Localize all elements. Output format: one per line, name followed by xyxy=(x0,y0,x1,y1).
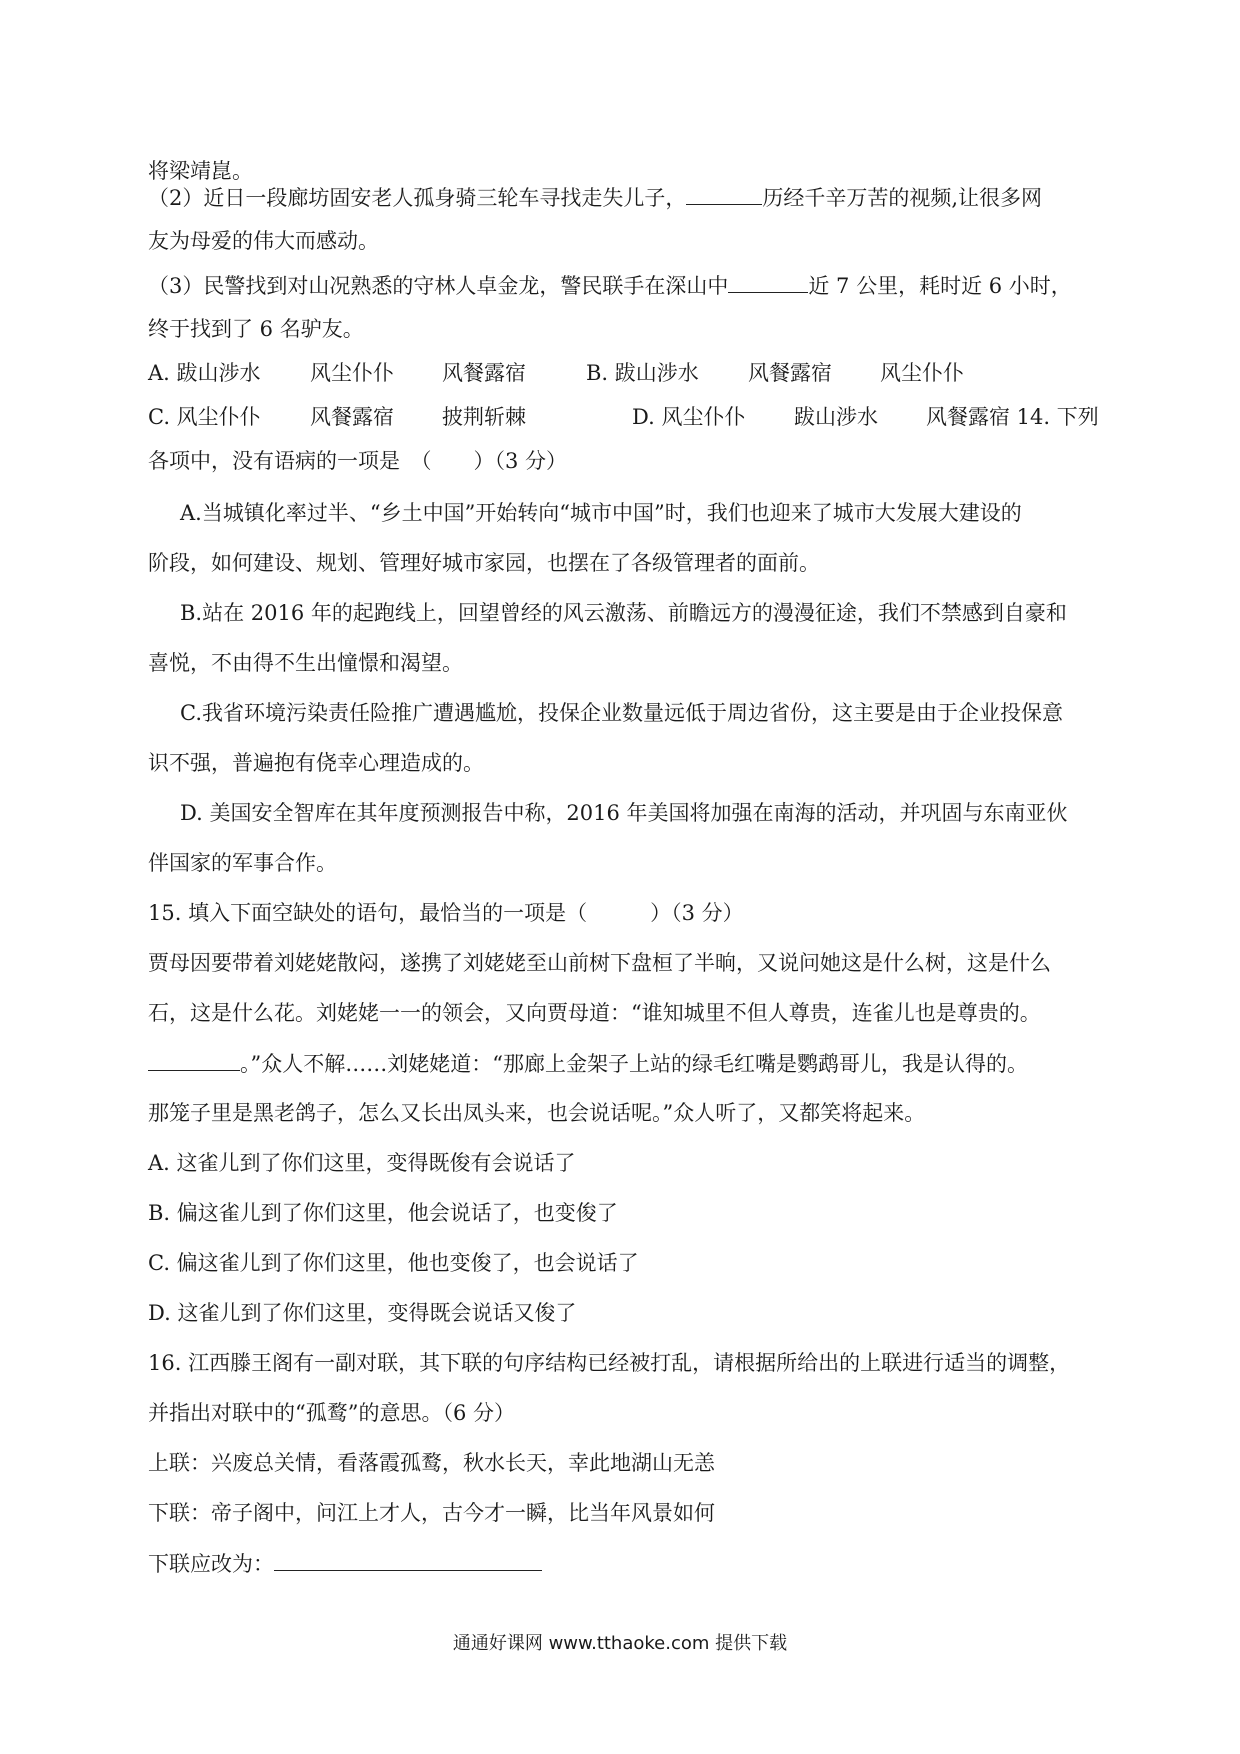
q15-passage-line: 石，这是什么花。刘姥姥一一的领会，又向贾母道：“谁知城里不但人尊贵，连雀儿也是尊贵的。 xyxy=(148,1001,1041,1025)
q15-passage-line: 贾母因要带着刘姥姥散闷，遂携了刘姥姥至山前树下盘桓了半晌，又说问她这是什么树，这是什么 xyxy=(148,951,1051,975)
q14-option-b: B.站在 2016 年的起跑线上，回望曾经的风云激荡、前瞻远方的漫漫征途，我们不禁感到自豪和 xyxy=(180,601,1067,625)
answer-blank[interactable] xyxy=(686,182,762,205)
q13-item-3 xyxy=(148,270,1098,301)
q13-option-c-1: C. 风尘仆仆 xyxy=(148,405,261,429)
continued-text: 将梁靖崑。 xyxy=(148,159,253,183)
q15-option-d: D. 这雀儿到了你们这里，变得既会说话又俊了 xyxy=(148,1301,577,1325)
q13-option-a-1: A. 跋山涉水 xyxy=(148,361,261,385)
q16-answer-line xyxy=(148,1548,1098,1579)
answer-blank[interactable] xyxy=(728,270,808,293)
answer-blank[interactable] xyxy=(274,1548,542,1571)
answer-blank[interactable] xyxy=(148,1048,240,1071)
q14-option-c: C.我省环境污染责任险推广遭遇尴尬，投保企业数量远低于周边省份，这主要是由于企业投保意 xyxy=(180,701,1063,725)
q13-item-2-text-end: 历经千辛万苦的视频,让很多网 xyxy=(762,186,1043,210)
q14-option-c-cont: 识不强，普遍抱有侥幸心理造成的。 xyxy=(148,751,484,775)
q15-passage-text: 。”众人不解……刘姥姥道：“那廊上金架子上站的绿毛红嘴是鹦鹉哥儿，我是认得的。 xyxy=(240,1052,1028,1076)
q16-stem-cont: 并指出对联中的“孤鹜”的意思。（6 分） xyxy=(148,1401,516,1425)
page-footer: 通通好课网 www.tthaoke.com 提供下载 xyxy=(452,1633,788,1654)
q13-item-2-cont: 友为母爱的伟大而感动。 xyxy=(148,229,379,253)
q14-option-a-cont: 阶段，如何建设、规划、管理好城市家园，也摆在了各级管理者的面前。 xyxy=(148,551,820,575)
q13-item-3-cont: 终于找到了 6 名驴友。 xyxy=(148,317,364,341)
q14-option-d-cont: 伴国家的军事合作。 xyxy=(148,851,337,875)
q13-item-2-text: （2）近日一段廊坊固安老人孤身骑三轮车寻找走失儿子， xyxy=(148,186,687,210)
q16-lower-couplet: 下联：帝子阁中，问江上才人，古今才一瞬，比当年风景如何 xyxy=(148,1501,715,1525)
q13-option-d-3: 风餐露宿 14. 下列 xyxy=(926,405,1099,429)
q15-passage-line: 那笼子里是黑老鸽子，怎么又长出凤头来，也会说话呢。”众人听了，又都笑将起来。 xyxy=(148,1101,926,1125)
q13-option-a-2: 风尘仆仆 xyxy=(310,361,394,385)
q15-stem: 15. 填入下面空缺处的语句，最恰当的一项是（ ）（3 分） xyxy=(148,901,744,925)
q13-item-2 xyxy=(148,182,1098,213)
q14-option-b-cont: 喜悦，不由得不生出憧憬和渴望。 xyxy=(148,651,463,675)
q13-option-b-2: 风餐露宿 xyxy=(748,361,832,385)
q14-option-d: D. 美国安全智库在其年度预测报告中称，2016 年美国将加强在南海的活动，并巩固与东南亚伙 xyxy=(180,801,1068,825)
q16-stem: 16. 江西滕王阁有一副对联，其下联的句序结构已经被打乱，请根据所给出的上联进行适当的调整， xyxy=(148,1351,1071,1375)
q13-option-c-3: 披荆斩棘 xyxy=(442,405,526,429)
q15-passage-line xyxy=(148,1048,1098,1079)
q15-option-a: A. 这雀儿到了你们这里，变得既俊有会说话了 xyxy=(148,1151,576,1175)
q13-option-c-2: 风餐露宿 xyxy=(310,405,394,429)
q13-option-d-2: 跋山涉水 xyxy=(794,405,878,429)
q15-option-b: B. 偏这雀儿到了你们这里，他会说话了，也变俊了 xyxy=(148,1201,618,1225)
q14-stem: 各项中，没有语病的一项是 （ ）（3 分） xyxy=(148,449,568,473)
q13-option-a-3: 风餐露宿 xyxy=(442,361,526,385)
answer-label: 下联应改为： xyxy=(148,1552,274,1576)
q14-option-a: A.当城镇化率过半、“乡土中国”开始转向“城市中国”时，我们也迎来了城市大发展大建设的 xyxy=(180,501,1022,525)
q15-option-c: C. 偏这雀儿到了你们这里，他也变俊了，也会说话了 xyxy=(148,1251,639,1275)
q16-upper-couplet: 上联：兴废总关情，看落霞孤鹜，秋水长天，幸此地湖山无恙 xyxy=(148,1451,715,1475)
q13-option-d-1: D. 风尘仆仆 xyxy=(632,405,746,429)
q13-option-b-1: B. 跋山涉水 xyxy=(586,361,699,385)
q13-item-3-text-end: 近 7 公里，耗时近 6 小时， xyxy=(808,274,1072,298)
q13-item-3-text: （3）民警找到对山况熟悉的守林人卓金龙，警民联手在深山中 xyxy=(148,274,729,298)
q13-option-b-3: 风尘仆仆 xyxy=(880,361,964,385)
